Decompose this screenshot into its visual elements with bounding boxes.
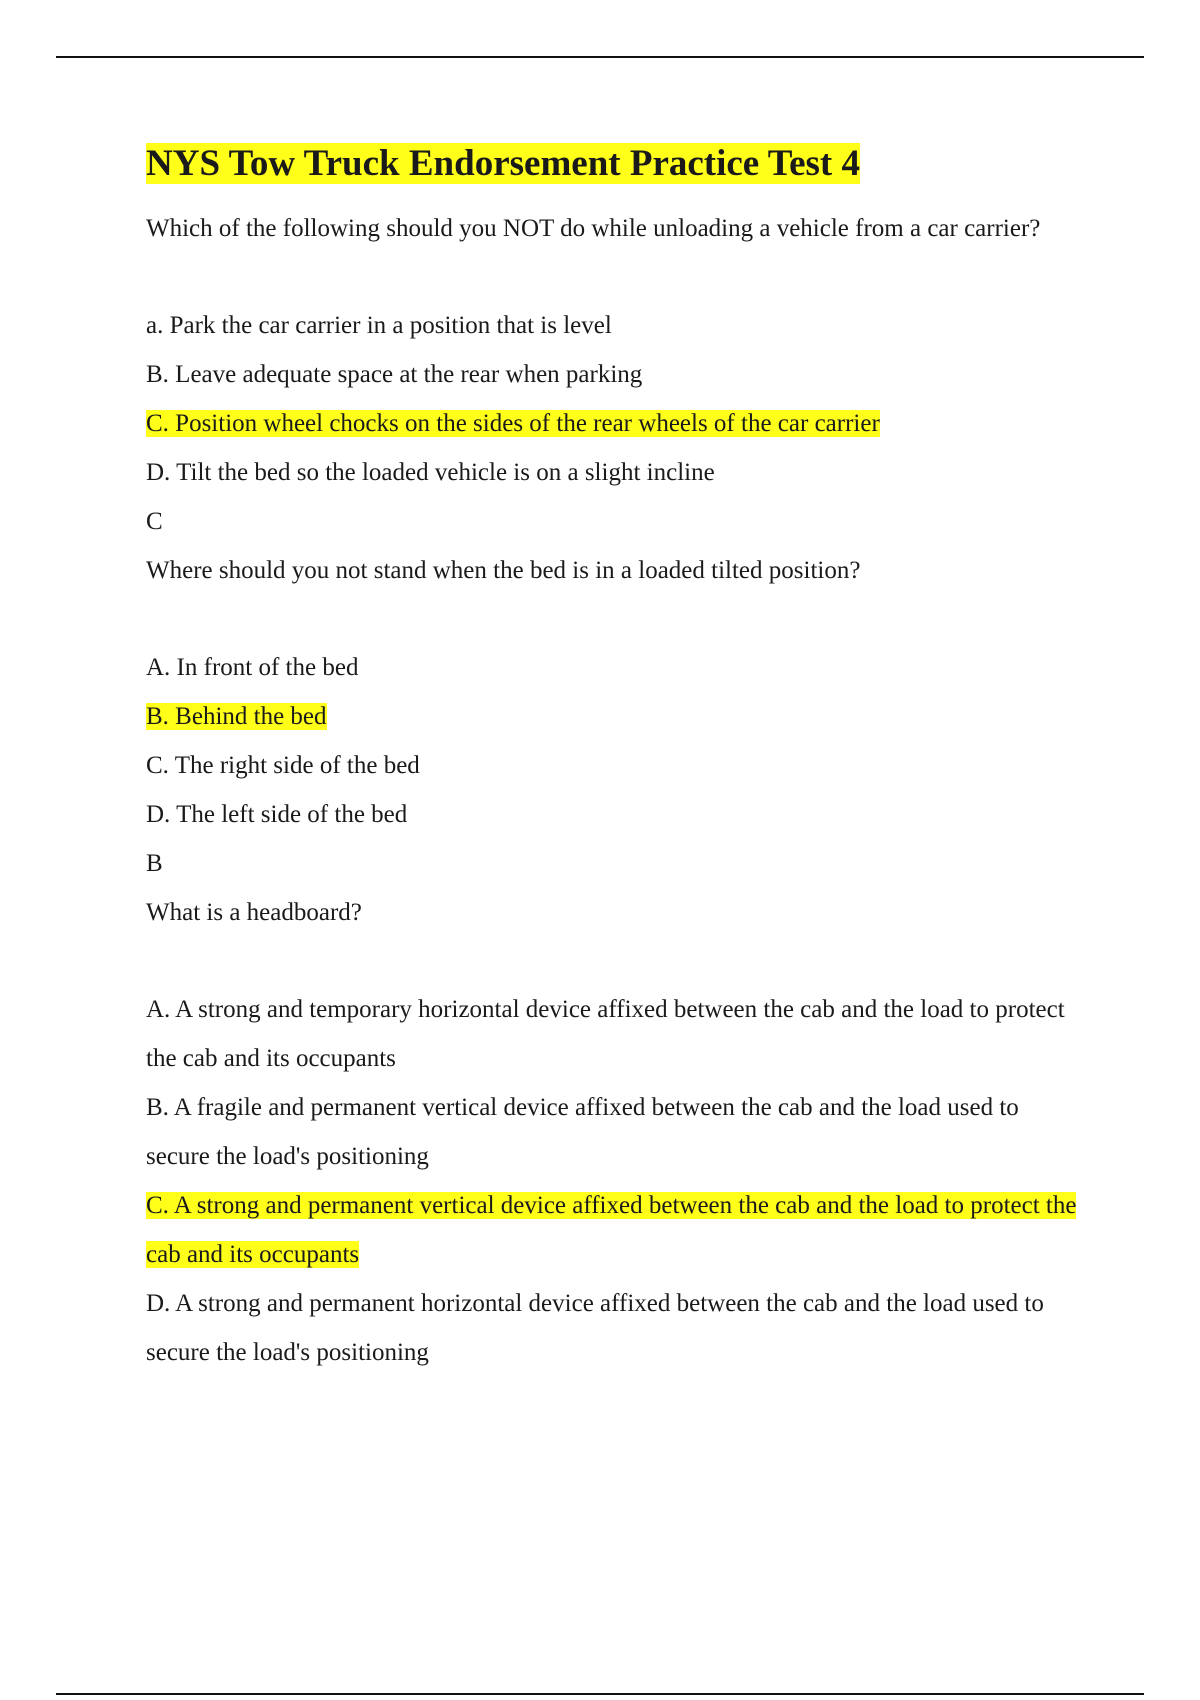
- question-2-prompt: Where should you not stand when the bed is in a loaded tilted position?: [146, 557, 861, 584]
- question-3-option-b: B. A fragile and permanent vertical device affixed between the cab and the load used to secure the load's positioning: [146, 1094, 1019, 1170]
- question-3-option-c: [146, 1181, 1086, 1279]
- question-1-option-d: D. Tilt the bed so the loaded vehicle is on a slight incline: [146, 459, 715, 486]
- question-2-answer: B: [146, 850, 163, 877]
- question-1-option-c: [146, 399, 1086, 448]
- question-2-option-c: C. The right side of the bed: [146, 752, 420, 779]
- highlighted-answer: C. Position wheel chocks on the sides of the rear wheels of the car carrier: [146, 410, 880, 437]
- question-1-option-b: B. Leave adequate space at the rear when parking: [146, 361, 643, 388]
- question-1-answer: C: [146, 508, 163, 535]
- highlighted-answer: C. A strong and permanent vertical device affixed between the cab and the load to protect the cab and its occupants: [146, 1192, 1077, 1268]
- spacer: [146, 937, 1086, 985]
- question-1-prompt: Which of the following should you NOT do while unloading a vehicle from a car carrier?: [146, 215, 1041, 242]
- spacer: [146, 253, 1086, 301]
- spacer: [146, 595, 1086, 643]
- question-2-option-a: A. In front of the bed: [146, 654, 359, 681]
- header-rule: [56, 56, 1144, 58]
- question-3-option-d: D. A strong and permanent horizontal device affixed between the cab and the load used to secure the load's positioning: [146, 1290, 1044, 1366]
- question-3-prompt: What is a headboard?: [146, 899, 362, 926]
- footer-rule: [56, 1693, 1144, 1695]
- page-title: [146, 140, 1086, 188]
- highlighted-answer: B. Behind the bed: [146, 703, 327, 730]
- title-highlight: NYS Tow Truck Endorsement Practice Test 4: [146, 143, 860, 184]
- question-1-option-a: a. Park the car carrier in a position that is level: [146, 312, 612, 339]
- question-2-option-d: D. The left side of the bed: [146, 801, 408, 828]
- question-3-option-a: A. A strong and temporary horizontal device affixed between the cab and the load to protect the cab and its occupants: [146, 996, 1065, 1072]
- question-2-option-b: [146, 692, 1086, 741]
- document-body: [146, 140, 1086, 1377]
